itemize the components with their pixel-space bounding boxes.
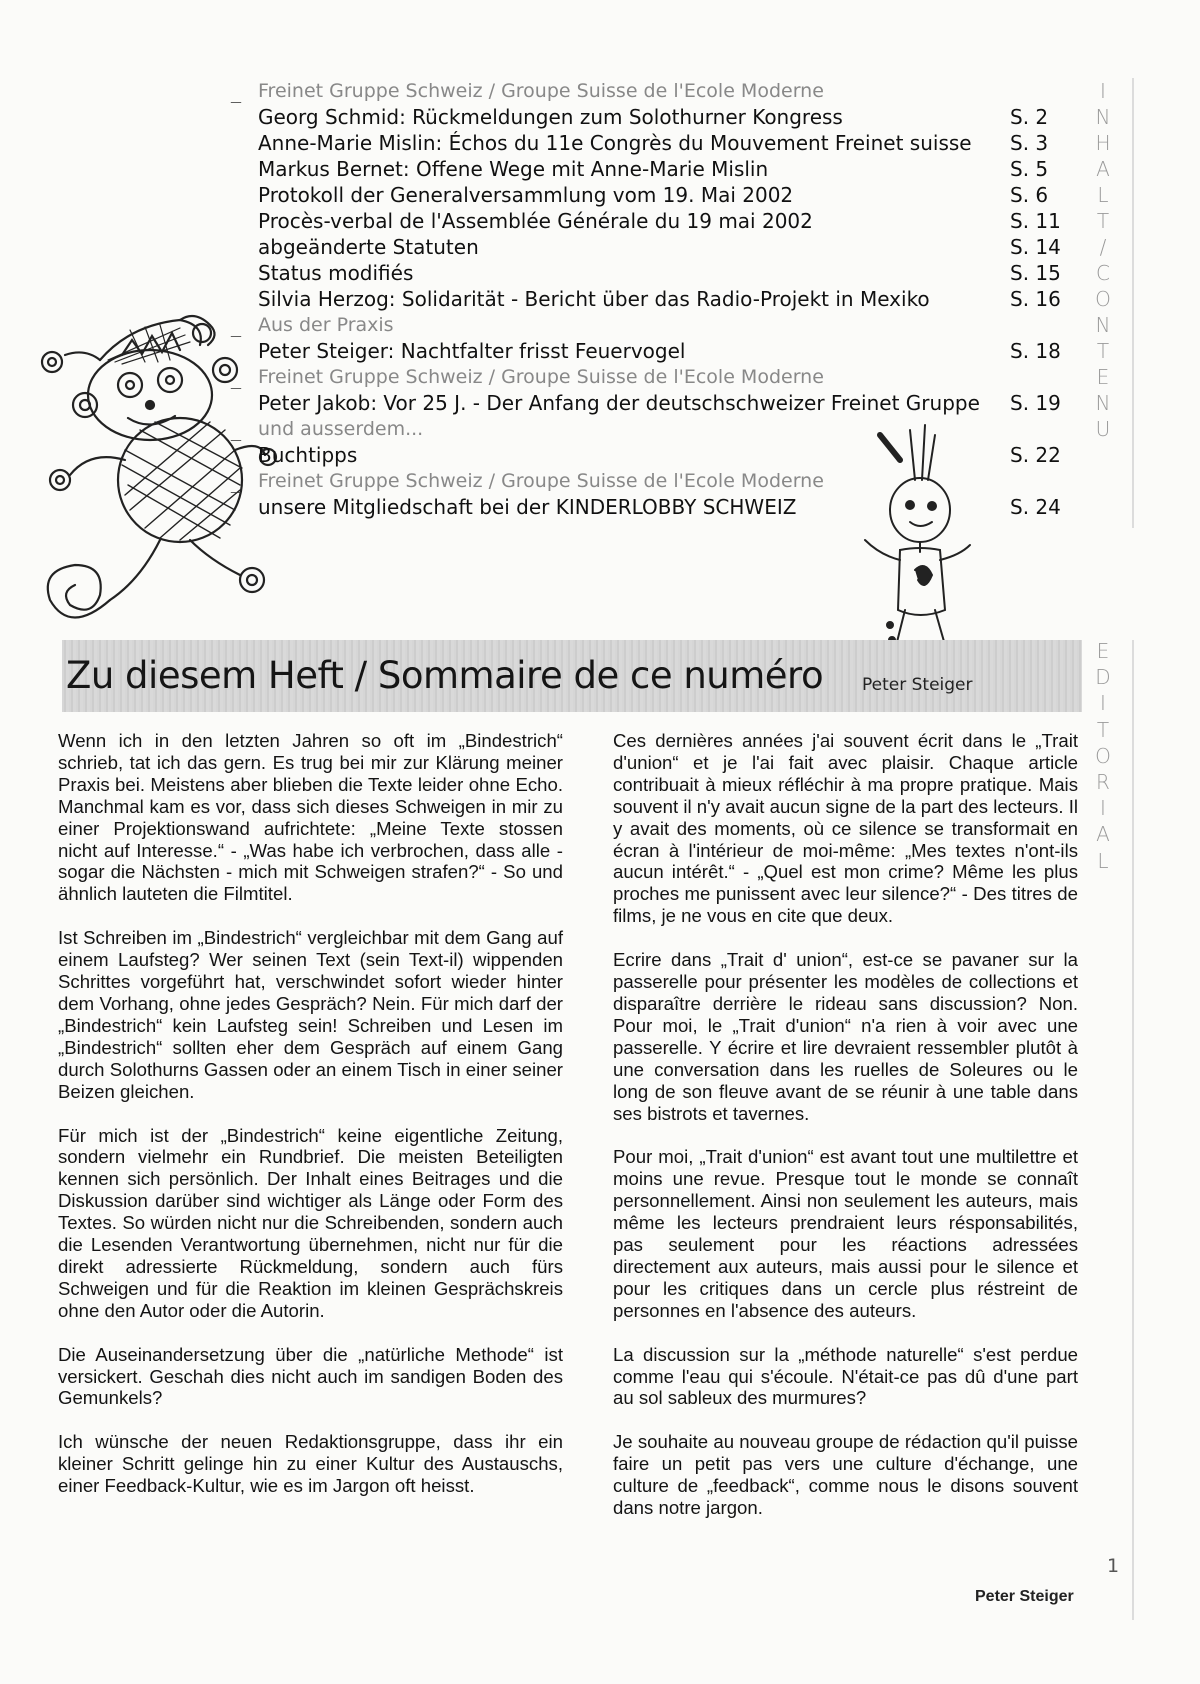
side-letter: E: [1096, 365, 1110, 389]
toc-dash: _: [231, 469, 241, 493]
paragraph: Wenn ich in den letzten Jahren so oft im „Bindestrich“ schrieb, tat ich das gern. Es trug bei mir zur Klärung meiner Praxis bei. Meistens aber blieben die Texte leider ohne Echo. Manchmal kam es vor, dass sich dieses Schweigen in mir zu einer Projektionswand aufrichtete: „Meine Texte stossen nicht auf Interesse.“ - „Was habe ich verbrochen, dass alle - sogar die Nächsten - mich mit Schweigen strafen?“ - So und ähnlich lauteten die Filmtitel.: [58, 730, 563, 905]
side-letter: H: [1095, 131, 1111, 155]
toc-page: S. 24: [1010, 495, 1061, 519]
toc-title: Protokoll der Generalversammlung vom 19. Mai 2002: [258, 183, 794, 207]
toc-title: unsere Mitgliedschaft bei der KINDERLOBBY SCHWEIZ: [258, 495, 797, 519]
toc-page: S. 6: [1010, 183, 1049, 207]
toc-title: Freinet Gruppe Schweiz / Groupe Suisse de l'Ecole Moderne: [258, 366, 824, 388]
toc-entry: [258, 260, 1063, 286]
paragraph: Die Auseinandersetzung über die „natürliche Methode“ ist versickert. Geschah dies nicht auch im sandigen Boden des Gemunkels?: [58, 1343, 563, 1409]
side-letter: N: [1095, 105, 1111, 129]
toc-dash: _: [231, 313, 241, 337]
side-letter: I: [1100, 79, 1106, 103]
side-letter: E: [1096, 639, 1110, 663]
toc-title: Markus Bernet: Offene Wege mit Anne-Marie Mislin: [258, 157, 769, 181]
side-letter: O: [1095, 287, 1111, 311]
side-letter: L: [1097, 848, 1109, 873]
toc-title: Anne-Marie Mislin: Échos du 11e Congrès du Mouvement Freinet suisse: [258, 131, 972, 155]
side-letter: T: [1096, 209, 1110, 233]
toc-page: S. 3: [1010, 131, 1049, 155]
side-label-editorial: [1086, 638, 1120, 874]
side-rule: [1132, 640, 1134, 1620]
paragraph: Ces dernières années j'ai souvent écrit dans le „Trait d'union“ et je l'ai fait avec plaisir. Chaque article contribuait à mieux réfléchir à ma propre pratique. Mais souvent il n'y avait aucun signe de la part des lecteurs. Il y avait des moments, où ce silence se transformait en écran à l'intérieur de moi-même: „Mes textes n'ont-ils aucun intérêt.“ - „Quel est mon crime? Même les plus proches me punissent avec leur silence?“ - Des titres de films, je ne vous en cite que deux.: [613, 730, 1078, 927]
toc-entry: [258, 130, 1063, 156]
toc-title: Freinet Gruppe Schweiz / Groupe Suisse de l'Ecole Moderne: [258, 470, 824, 492]
toc-title: Peter Jakob: Vor 25 J. - Der Anfang der deutschschweizer Freinet Gruppe: [258, 391, 980, 415]
toc-dash: _: [231, 79, 241, 103]
toc-title: Freinet Gruppe Schweiz / Groupe Suisse de l'Ecole Moderne: [258, 80, 824, 102]
toc-page: S. 2: [1010, 105, 1049, 129]
toc-title: abgeänderte Statuten: [258, 235, 479, 259]
toc-dash: _: [231, 365, 241, 389]
toc-page: S. 19: [1010, 391, 1061, 415]
toc-title: Silvia Herzog: Solidarität - Bericht über das Radio-Projekt in Mexiko: [258, 287, 930, 311]
paragraph: Ist Schreiben im „Bindestrich“ vergleichbar mit dem Gang auf einem Laufsteg? Wer seinen Text (sein Text-il) wippenden Schrittes vorgeführt hat, verschwindet sofort wieder hinter dem Vorhang, ohne jedes Gespräch? Nein. Für mich darf der „Bindestrich“ kein Laufsteg sein! Schreiben und Lesen im „Bindestrich“ sollten eher dem Gespräch auf einem Gang durch Solothurns Gassen oder an einem Tisch in einer seiner Beizen gleichen.: [58, 927, 563, 1102]
toc-title: Aus der Praxis: [258, 314, 394, 336]
toc-page: S. 5: [1010, 157, 1049, 181]
side-letter: R: [1096, 769, 1110, 794]
editorial-heading-author: Peter Steiger: [862, 675, 973, 695]
editorial-heading: Zu diesem Heft / Sommaire de ce numéro: [66, 654, 824, 697]
toc-entry: [258, 338, 1063, 364]
toc-section: [231, 468, 1063, 494]
side-letter: I: [1100, 796, 1106, 821]
paragraph: Ich wünsche der neuen Redaktionsgruppe, dass ihr ein kleiner Schritt gelinge hin zu einer Kultur des Austauschs, einer Feedback-Kultur, wie es im Jargon oft heisst.: [58, 1431, 563, 1497]
german-column: [58, 730, 563, 1519]
side-letter: O: [1095, 743, 1111, 768]
side-letter: /: [1099, 235, 1107, 259]
toc-entry: [258, 208, 1063, 234]
toc-page: S. 14: [1010, 235, 1061, 259]
side-letter: T: [1096, 717, 1110, 742]
page-number: 1: [1107, 1555, 1120, 1577]
paragraph: Für mich ist der „Bindestrich“ keine eigentliche Zeitung, sondern vielmehr ein Rundbrief. Die meisten Beteiligten kennen sich persönlich. Der Inhalt eines Beitrages und die Diskussion darüber sind wichtiger als Länge oder Form des Textes. So würden nicht nur die Schreibenden, sondern auch die Lesenden Verantwortung übernehmen, nicht nur für die direkt adressierte Rückmeldung, sondern auch fürs Schweigen und für die Reaktion im kleinen Gesprächskreis ohne den Autor oder die Autorin.: [58, 1124, 563, 1321]
toc-entry: [258, 182, 1063, 208]
toc-page: S. 18: [1010, 339, 1061, 363]
toc-page: S. 16: [1010, 287, 1061, 311]
toc-title: Buchtipps: [258, 443, 358, 467]
toc-entry: [258, 234, 1063, 260]
toc-entry: [258, 390, 1063, 416]
toc-entry: [258, 286, 1063, 312]
toc-title: Peter Steiger: Nachtfalter frisst Feuervogel: [258, 339, 686, 363]
side-letter: I: [1100, 691, 1106, 716]
toc-page: S. 11: [1010, 209, 1061, 233]
toc-section: [231, 416, 1063, 442]
toc-entry: [258, 442, 1063, 468]
toc-entry: [258, 156, 1063, 182]
paragraph: Pour moi, „Trait d'union“ est avant tout une multilettre et moins une revue. Presque tout le monde se connaît personnellement. Ainsi non seulement les auteurs, mais même les lecteurs prendraient leurs résponsabilités, pas seulement pour les réactions adressées directement aux auteurs, mais aussi pour le silence et pour les critiques dans un cercle plus réstreint de personnes en l'absence des auteurs.: [613, 1146, 1078, 1321]
toc-title: Status modifiés: [258, 261, 414, 285]
side-letter: L: [1097, 183, 1109, 207]
side-letter: T: [1096, 339, 1110, 363]
toc-section: [231, 78, 1063, 104]
toc-page: S. 22: [1010, 443, 1061, 467]
side-letter: A: [1096, 157, 1110, 181]
table-of-contents: [0, 0, 1200, 530]
signature: Peter Steiger: [975, 1588, 1074, 1605]
side-label-inhalt-contenu: [1086, 78, 1120, 442]
side-letter: C: [1096, 261, 1110, 285]
toc-title: und ausserdem...: [258, 418, 424, 440]
side-rule: [1132, 78, 1134, 528]
side-letter: U: [1095, 417, 1111, 441]
toc-entry: [258, 104, 1063, 130]
paragraph: La discussion sur la „méthode naturelle“ s'est perdue comme l'eau qui s'écoule. N'était-ce pas dû d'une part au sol sableux des murmures?: [613, 1343, 1078, 1409]
toc-title: Georg Schmid: Rückmeldungen zum Solothurner Kongress: [258, 105, 843, 129]
paragraph: Je souhaite au nouveau groupe de rédaction qu'il puisse faire un petit pas vers une culture d'échange, une culture de „feedback“, comme nous le disons souvent dans notre jargon.: [613, 1431, 1078, 1519]
french-column: [613, 730, 1078, 1541]
toc-section: [231, 312, 1063, 338]
toc-title: Procès-verbal de l'Assemblée Générale du 19 mai 2002: [258, 209, 813, 233]
toc-entry: [258, 494, 1063, 520]
side-letter: D: [1095, 665, 1111, 690]
toc-section: [231, 364, 1063, 390]
side-letter: A: [1096, 822, 1110, 847]
paragraph: Ecrire dans „Trait d' union“, est-ce se pavaner sur la passerelle pour présenter les modèles de collections et disparaître derrière le rideau sans discussion? Non. Pour moi, le „Trait d'union“ n'a rien à voir avec une passerelle. Y écrire et lire devraient ressembler plutôt à une conversation dans les ruelles de Soleures ou le long de son fleuve avant de se réunir à une table dans ses bistrots et tavernes.: [613, 949, 1078, 1124]
toc-dash: _: [231, 417, 241, 441]
toc-page: S. 15: [1010, 261, 1061, 285]
side-letter: N: [1095, 313, 1111, 337]
side-letter: N: [1095, 391, 1111, 415]
